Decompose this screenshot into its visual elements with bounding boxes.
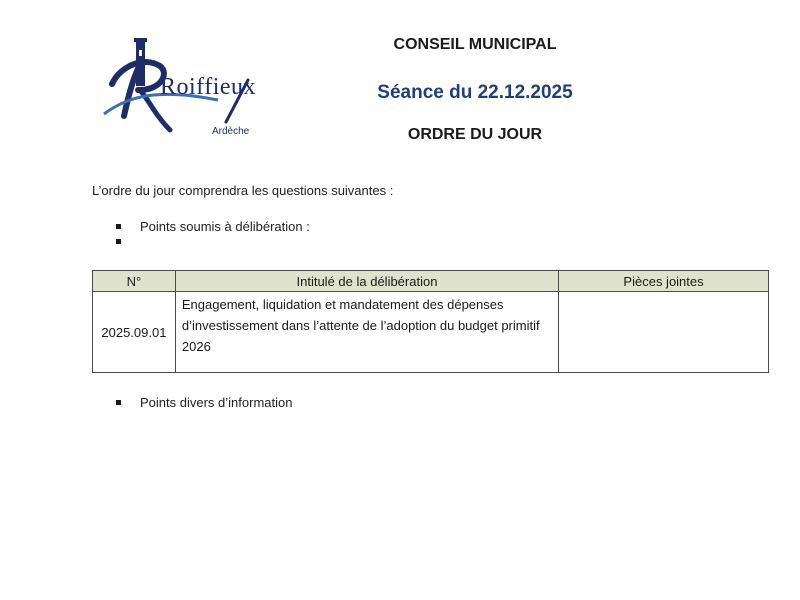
deliberation-title: Engagement, liquidation et mandatement des dépenses d’investissement dans l’attente de l’adoption du budget primitif 2026 (175, 292, 558, 373)
column-header-attachments: Pièces jointes (559, 271, 769, 292)
logo-region-name: Ardèche (212, 126, 250, 137)
logo-town-name: Roiffieux (160, 74, 257, 100)
table-header-row (93, 271, 769, 292)
session-date: Séance du 22.12.2025 (377, 82, 573, 103)
council-title: CONSEIL MUNICIPAL (393, 36, 557, 53)
agenda-heading: ORDRE DU JOUR (407, 126, 543, 143)
intro-text: L’ordre du jour comprendra les questions suivantes : (92, 183, 394, 198)
bullet-empty (116, 239, 140, 244)
deliberation-table (92, 270, 769, 373)
bullet-information-points (116, 395, 292, 410)
column-header-number: N° (93, 271, 176, 292)
bullet-square-icon (116, 239, 121, 244)
table-row (93, 292, 769, 373)
deliberation-number: 2025.09.01 (93, 292, 176, 373)
bullet-label: Points soumis à délibération : (140, 219, 310, 234)
bullet-label: Points divers d’information (140, 395, 293, 410)
town-logo (98, 36, 268, 146)
deliberation-attachments (559, 292, 769, 373)
bullet-square-icon (116, 400, 121, 405)
column-header-title: Intitulé de la délibération (175, 271, 558, 292)
bullet-square-icon (116, 224, 121, 229)
bullet-deliberation-points (116, 219, 310, 234)
